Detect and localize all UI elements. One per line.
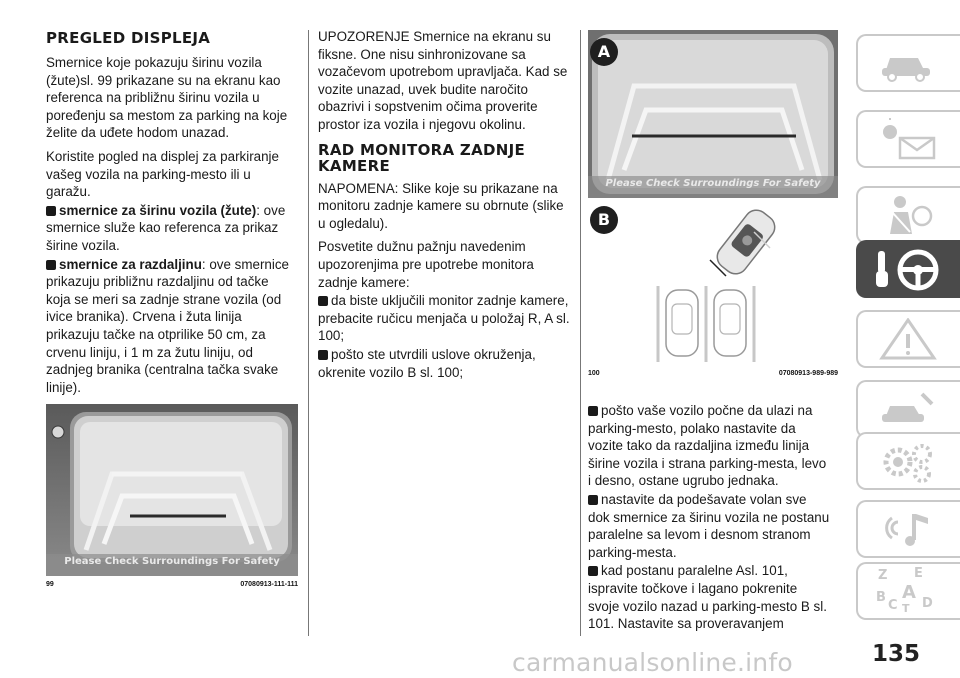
rear-camera-image-100a (588, 30, 838, 198)
note-paragraph: NAPOMENA: Slike koje su prikazane na monitoru zadnje kamere su obrnute (slike u ogledalu). (318, 180, 564, 231)
bullet-icon (318, 296, 328, 306)
safety-banner: Please Check Surroundings For Safety (605, 178, 821, 189)
paragraph: Smernice koje pokazuju širinu vozila (žute)sl. 99 prikazane su na ekranu kao referenca na približnu širinu vozila u poređenju sa mestom za parking na koje želite da uđete hodom unazad. (46, 55, 288, 141)
label-a-badge: A (590, 38, 618, 66)
section-title-rear-camera: RAD MONITORA ZADNJE KAMERE (318, 140, 526, 175)
bullet-item (588, 402, 830, 490)
parking-diagram (588, 202, 838, 364)
figure-caption (588, 370, 838, 380)
bullet-text: kad postanu paralelne Asl. 101, ispravite točkove i lagano pokrenite svoje vozilo nazad u parking-mesto B sl. 101. Nastavite sa proveravanjem (588, 563, 827, 632)
bullet-bold-term: smernice za razdaljinu (59, 256, 202, 272)
wrench-car-icon (878, 388, 938, 432)
bullet-text: da biste uključili monitor zadnje kamere, prebacite ručicu menjača u položaj R, A sl. 100; (318, 293, 570, 344)
camera-icon (52, 426, 64, 438)
tab-vehicle[interactable] (856, 34, 960, 92)
tab-maintenance[interactable] (856, 380, 960, 438)
bullet-icon (588, 495, 598, 505)
paragraph: Koristite pogled na displej za parkiranje vašeg vozila na parking-mesto ili u garažu. (46, 148, 279, 200)
bullet-item (588, 491, 830, 561)
bullet-text: pošto ste utvrdili uslove okruženja, okrenite vozilo B sl. 100; (318, 346, 536, 380)
bullet-text: nastavite da podešavate volan sve dok smernice za širinu vozila ne postanu paralelne sa levom i desnom stranom parking-mesta. (588, 491, 830, 560)
bullet-icon (588, 566, 598, 576)
warning-light-envelope-icon (876, 118, 946, 162)
figure-99 (46, 404, 298, 592)
tab-multimedia[interactable] (856, 500, 960, 558)
bullet-item (318, 346, 572, 381)
figure-100 (588, 30, 838, 382)
bullet-text: pošto vaše vozilo počne da ulazi na parking-mesto, polako nastavite da vozite tako da razdaljina između linija širine vozila i strana parking-mesta, levo i desno, ostane ugrubo jednaka. (588, 403, 827, 489)
bullet-icon (46, 206, 56, 216)
bullet-icon (588, 406, 598, 416)
paragraph: Posvetite dužnu pažnju navedenim upozorenjima pre upotrebe monitora zadnje kamere: (318, 239, 534, 290)
watermark: carmanualsonline.info (512, 648, 793, 677)
bullet-item: smernice za širinu vozila (žute): ove smernice služe kao referenca za prikaz širine vozila. (46, 202, 286, 253)
column-left (46, 28, 296, 402)
bullet-text: : ove smernice prikazuju približnu razdaljinu od tačke koja se meri sa zadnje strane vozila (od ivice branika). Crvena i žuta linija prikazuju tačke na otprilike 50 cm, za crvenu liniju, i 1 m za žutu liniju, od zadnjeg branika (centralna tačka svake linije). (46, 256, 289, 395)
figure-code: 07080913-111-111 (240, 581, 298, 588)
tab-starting-and-driving[interactable] (856, 240, 960, 298)
tab-safety[interactable] (856, 186, 960, 244)
page-number: 135 (872, 641, 921, 667)
column-divider (308, 30, 309, 636)
bullet-item (318, 292, 572, 345)
music-note-icon (878, 508, 938, 552)
label-b-badge: B (590, 206, 618, 234)
reversing-car (712, 205, 779, 278)
tab-emergency[interactable] (856, 310, 960, 368)
figure-number: 99 (46, 581, 54, 588)
bullet-item (46, 256, 296, 397)
column-middle (318, 28, 572, 387)
tab-technical-data[interactable] (856, 432, 960, 490)
rear-camera-image-99 (46, 404, 298, 576)
bullet-text: ove smernice služe kao referenca za prikaz širine vozila. (46, 202, 286, 253)
figure-number: 100 (588, 370, 600, 377)
warning-paragraph: UPOZORENJE Smernice na ekranu su fiksne. One nisu sinhronizovane sa vozačevom upotrebom upravljača. Kad se vozite unazad, uvek budite naročito obazrivi i sopstvenim očima proverite prostor iza vozila i njegovu okolinu. (318, 29, 568, 132)
figure-code: 07080913-989-989 (778, 370, 838, 377)
parked-car-left (666, 290, 698, 356)
figure-caption (46, 581, 298, 591)
key-steering-wheel-icon (872, 247, 946, 293)
warning-triangle-icon (878, 318, 938, 362)
tab-index[interactable] (856, 562, 960, 620)
column-right (588, 402, 830, 639)
car-icon (878, 44, 938, 84)
bullet-bold-term: smernice za širinu vozila (žute) (59, 202, 257, 218)
tab-dashboard-lights[interactable] (856, 110, 960, 168)
bullet-icon (318, 350, 328, 360)
section-title-display: PREGLED DISPLEJA (46, 29, 211, 47)
parked-car-right (714, 290, 746, 356)
bullet-item (588, 562, 830, 632)
gears-icon (878, 440, 938, 484)
index-letters-icon: Z E B A C T D (876, 566, 933, 615)
bullet-icon (46, 260, 56, 270)
safety-banner: Please Check Surroundings For Safety (64, 556, 280, 567)
column-divider (580, 30, 581, 636)
seatbelt-airbag-icon (878, 194, 938, 238)
